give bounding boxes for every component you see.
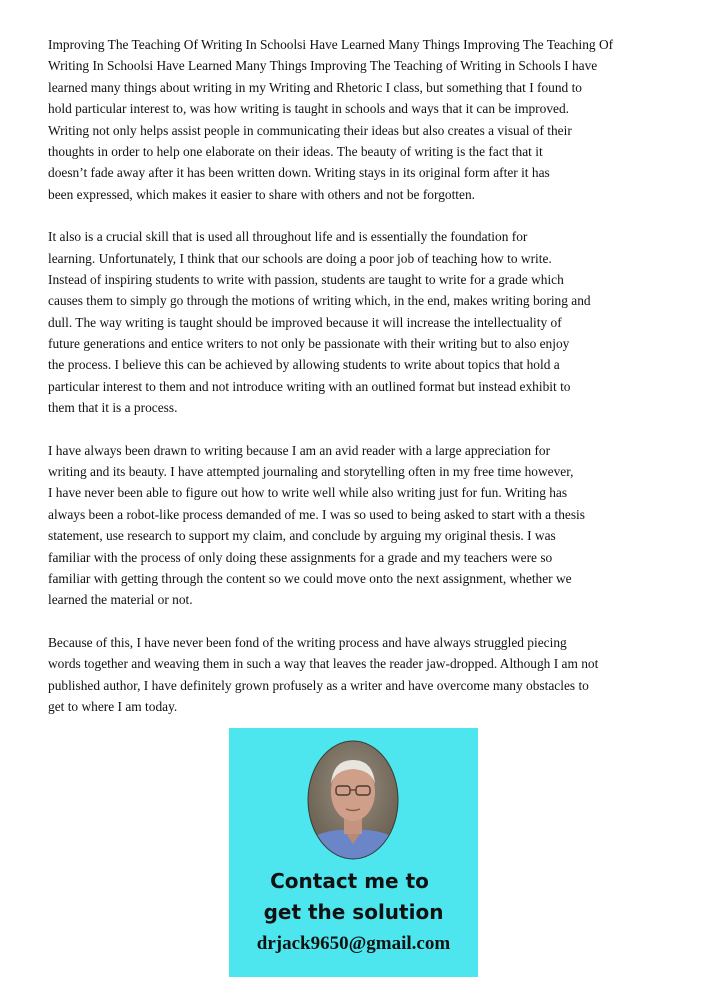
- text-line: dull. The way writing is taught should be improved because it will increase the intellectuality of: [48, 314, 562, 330]
- text-line: learned the material or not.: [48, 592, 193, 608]
- text-line: Because of this, I have never been fond of the writing process and have always struggled piecing: [48, 634, 567, 650]
- paragraph-1: [48, 34, 668, 205]
- paragraph-3: [48, 440, 668, 611]
- text-line: words together and weaving them in such a way that leaves the reader jaw-dropped. Although I am not: [48, 656, 599, 672]
- text-line: Improving The Teaching Of Writing In Schoolsi Have Learned Many Things Improving The Teaching Of: [48, 37, 614, 52]
- text-line: the process. I believe this can be achieved by allowing students to write about topics that hold a: [48, 357, 560, 373]
- contact-email[interactable]: drjack9650@gmail.com: [256, 933, 451, 954]
- text-line: It also is a crucial skill that is used all throughout life and is essentially the foundation for: [48, 229, 528, 245]
- text-line: future generations and entice writers to not only be passionate with their writing but to also enjoy: [48, 336, 570, 352]
- text-line: Writing In Schoolsi Have Learned Many Things Improving The Teaching of Writing in Schools I have: [48, 58, 598, 74]
- text-line: learning. Unfortunately, I think that our schools are doing a poor job of teaching how to write.: [48, 250, 552, 266]
- ad-headline-line1: Contact me to: [270, 869, 429, 893]
- ad-headline-line2: get the solution: [263, 900, 444, 924]
- text-line: familiar with the process of only doing these assignments for a grade and my teachers were so: [48, 549, 553, 565]
- text-line: always been a robot-like process demanded of me. I was so used to being asked to start with a thesis: [48, 506, 585, 522]
- text-line: them that it is a process.: [48, 400, 178, 416]
- text-line: doesn’t fade away after it has been written down. Writing stays in its original form after it has: [48, 165, 550, 181]
- text-line: writing and its beauty. I have attempted journaling and storytelling often in my free time however,: [48, 464, 574, 480]
- text-line: I have never been able to figure out how to write well while also writing just for fun. Writing has: [48, 485, 568, 501]
- text-line: published author, I have definitely grown profusely as a writer and have overcome many obstacles to: [48, 677, 589, 693]
- text-line: thoughts in order to help one elaborate on their ideas. The beauty of writing is the fact that it: [48, 143, 543, 159]
- text-line: Writing not only helps assist people in communicating their ideas but also creates a visual of their: [48, 122, 572, 138]
- text-line: been expressed, which makes it easier to share with others and not be forgotten.: [48, 186, 476, 202]
- essay-body: [48, 34, 668, 738]
- text-line: familiar with getting through the content so we could move onto the next assignment, whether we: [48, 570, 572, 586]
- paragraph-4: [48, 632, 668, 718]
- text-line: hold particular interest to, was how writing is taught in schools and ways that it can be improved.: [48, 101, 570, 117]
- text-line: I have always been drawn to writing because I am an avid reader with a large appreciation for: [48, 442, 551, 458]
- text-line: get to where I am today.: [48, 698, 178, 714]
- text-line: Instead of inspiring students to write with passion, students are taught to write for a grade which: [48, 271, 564, 287]
- paragraph-2: [48, 226, 668, 419]
- author-portrait: [307, 740, 399, 860]
- text-line: causes them to simply go through the motions of writing which, in the end, makes writing boring and: [48, 293, 591, 309]
- text-line: statement, use research to support my claim, and conclude by arguing my original thesis. I was: [48, 528, 556, 544]
- text-line: learned many things about writing in my Writing and Rhetoric I class, but something that I found to: [48, 79, 583, 95]
- contact-ad-banner[interactable]: [229, 728, 478, 977]
- text-line: particular interest to them and not introduce writing with an outlined format but instead exhibit to: [48, 378, 571, 394]
